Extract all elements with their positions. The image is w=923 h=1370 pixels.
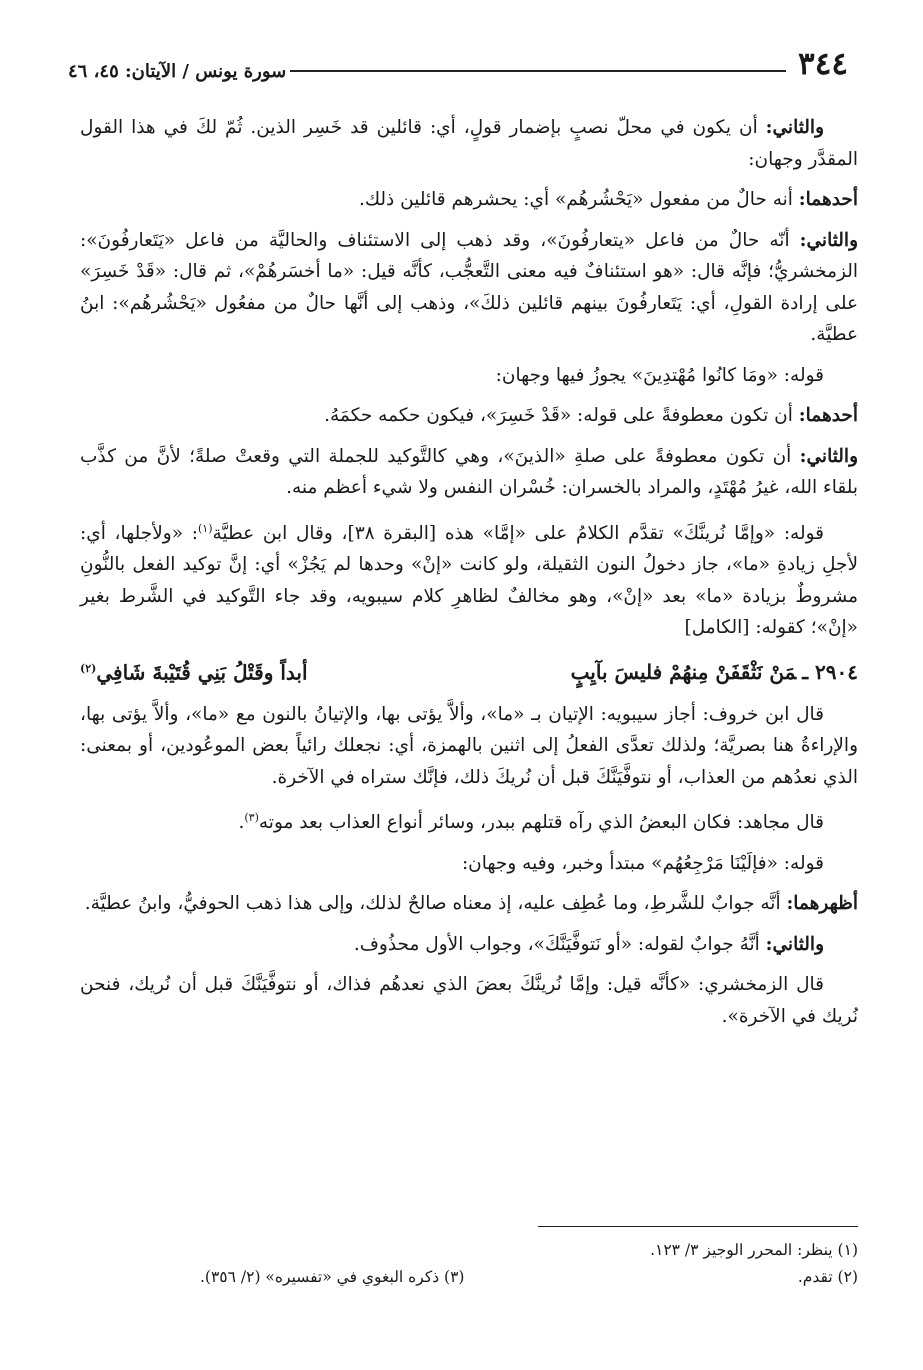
paragraph-text: أن يكون في محلّ نصبٍ بإضمار قولٍ، أي: قائلين قد خَسِر الذين. ثُمّ لكَ في هذا القول المقدَّر وجهان: xyxy=(80,117,858,170)
running-head: سورة يونس / الآيتان: ٤٥، ٤٦ xyxy=(68,61,287,82)
paragraph-lead: أحدهما: xyxy=(798,405,858,426)
footnote-1: (١) ينظر: المحرر الوجيز ٣/ ١٢٣. xyxy=(650,1241,858,1259)
paragraph xyxy=(80,360,858,392)
paragraph xyxy=(80,225,858,351)
footnote-row xyxy=(80,1264,858,1291)
page-header xyxy=(68,38,848,82)
paragraph xyxy=(80,699,858,794)
paragraph-text: : «ولأجلها، أي: لأجلِ زيادةِ «ما»، جاز دخولُ النون الثقيلة، ولو كانت «إنْ» وحدها لم يَجُزْ» أي: إنَّ توكيد الفعل بالنُّونِ مشروطٌ بزيادة «ما» بعد «إنْ»، وهو مخالفٌ لظاهرِ كلام سيبويه، وقد جاء التَّوكيد في الشَّرط بغير «إنْ»؛ كقوله: [الكامل] xyxy=(80,522,858,639)
paragraph-lead: والثاني: xyxy=(765,933,824,955)
paragraph-lead: والثاني: xyxy=(799,229,858,251)
paragraph-text: قوله: «وإمَّا نُرينَّكَ» تقدَّم الكلامُ على «إمَّا» هذه [البقرة ٣٨]، وقال ابن عطيَّة xyxy=(212,522,825,544)
paragraph-text: أنَّهُ جوابٌ لقوله: «أو نَتوفَّيَنَّكَ»، وجواب الأول محذُوف. xyxy=(353,933,766,955)
paragraph xyxy=(80,112,858,175)
paragraph xyxy=(80,888,858,920)
page-number: ٣٤٤ xyxy=(798,46,848,82)
paragraph-text: أن تكون معطوفةً على قوله: «قَدْ خَسِرَ»، فيكون حكمه حكمَهُ. xyxy=(324,405,799,426)
paragraph-text: قال الزمخشري: «كأنَّه قيل: وإمَّا نُرينَّكَ بعضَ الذي نعدهُم فذاك، أو نتوفَّيَنَّكَ قبل أن نُريك، فنحن نُريك في الآخرة». xyxy=(80,974,858,1027)
paragraph xyxy=(80,184,858,216)
poetry-verse xyxy=(80,653,858,689)
paragraph xyxy=(80,400,858,432)
verse-number: ٢٩٠٤ ـ xyxy=(802,660,858,685)
verse-first-hemistich: ٢٩٠٤ ـمَنْ نَثْقَفَنْ مِنهُمْ فليسَ بآيِبٍ xyxy=(570,660,858,685)
paragraph xyxy=(80,848,858,880)
paragraph xyxy=(80,969,858,1032)
paragraph-text: أنه حالٌ من مفعول «يَحْشُرهُم» أي: يحشرهم قائلين ذلك. xyxy=(358,189,799,210)
footnote-ref: (٣) xyxy=(244,811,259,825)
paragraph-text: قال مجاهد: فكان البعضُ الذي رآه قتلهم ببدر، وسائر أنواع العذاب بعد موته xyxy=(258,812,824,834)
paragraph: قال مجاهد: فكان البعضُ الذي رآه قتلهم ببدر، وسائر أنواع العذاب بعد موته$^{(٣)}$. xyxy=(238,811,824,834)
paragraph-lead: والثاني: xyxy=(765,117,824,138)
paragraph-lead: أظهرهما: xyxy=(786,893,858,915)
paragraph-lead: والثاني: xyxy=(799,445,858,467)
footnote-3: (٣) ذكره البغوي في «تفسيره» (٢/ ٣٥٦). xyxy=(200,1268,465,1286)
paragraph-text: أنّه حالٌ من فاعل «يتعارفُونَ»، وقد ذهب إلى الاستئناف والحاليَّة من فاعل «يَتَعارفُونَ»: الزمخشريُّ؛ فإنَّه قال: «هو استئنافٌ فيه معنى التَّعجُّب، كأنَّه قيل: «ما أخسَرهُمْ»، ثم قال: «قَدْ خَسِرَ» على إرادة القولِ، أي: يَتَعارفُونَ بينهم قائلين ذلكَ»، وذهب إلى أنَّها حالٌ من مفعُول «يَحْشُرهُم»: ابنُ عطيَّة. xyxy=(80,229,858,345)
paragraph-text: قوله: «فإلَيْنَا مَرْجِعُهُم» مبتدأ وخبر، وفيه وجهان: xyxy=(461,852,824,874)
paragraph xyxy=(80,441,858,504)
footnote-ref: (١) xyxy=(197,521,213,535)
verse-second-hemistich: أبداً وقَتْلُ بَنِي قُتَيْبةَ شَافِي$^{(٢)}$ xyxy=(80,660,308,685)
paragraph xyxy=(80,513,858,644)
header-rule xyxy=(290,70,786,72)
paragraph xyxy=(80,929,858,961)
footnote-2: (٢) تقدم. xyxy=(797,1268,858,1286)
paragraph-text: أنَّه جوابٌ للشَّرطِ، وما عُطِف عليه، إذ معناه صالحٌ لذلك، وإلى هذا ذهب الحوفيُّ، وابنُ عطيَّة. xyxy=(84,893,787,915)
paragraph-text: أن تكون معطوفةً على صلةِ «الذينَ»، وهي كالتَّوكيد للجملة التي وقعتْ صلةً؛ لأنَّ من كذَّب بلقاء الله، غيرُ مُهْتَدٍ، والمراد بالخسران: خُسْران النفس ولا شيء أعظم منه. xyxy=(80,445,858,498)
paragraph-text: قال ابن خروف: أجاز سيبويه: الإتيان بـ «ما»، وألاَّ يؤتى بها، والإتيانُ بالنون مع «ما»، وألاَّ يؤتى بها، والإراءةُ هنا بصريَّة؛ ولذلك تعدَّى الفعلُ إلى اثنين بالهمزة، أي: نجعلك رائياً بعض الموعُودين، أو بمعنى: الذي نعدُهم من العذاب، أو نتوفَّيَنَّكَ قبل أن نُريكَ ذلك، فإنَّك ستراه في الآخرة. xyxy=(80,703,858,788)
paragraph-lead: أحدهما: xyxy=(798,189,858,210)
footnote-rule xyxy=(538,1226,858,1227)
paragraph-text: قوله: «ومَا كانُوا مُهْتدِينَ» يجوزُ فيها وجهان: xyxy=(495,364,824,386)
footnotes xyxy=(80,1226,858,1291)
footnote-ref: (٢) xyxy=(80,661,97,675)
main-text xyxy=(80,112,858,1041)
